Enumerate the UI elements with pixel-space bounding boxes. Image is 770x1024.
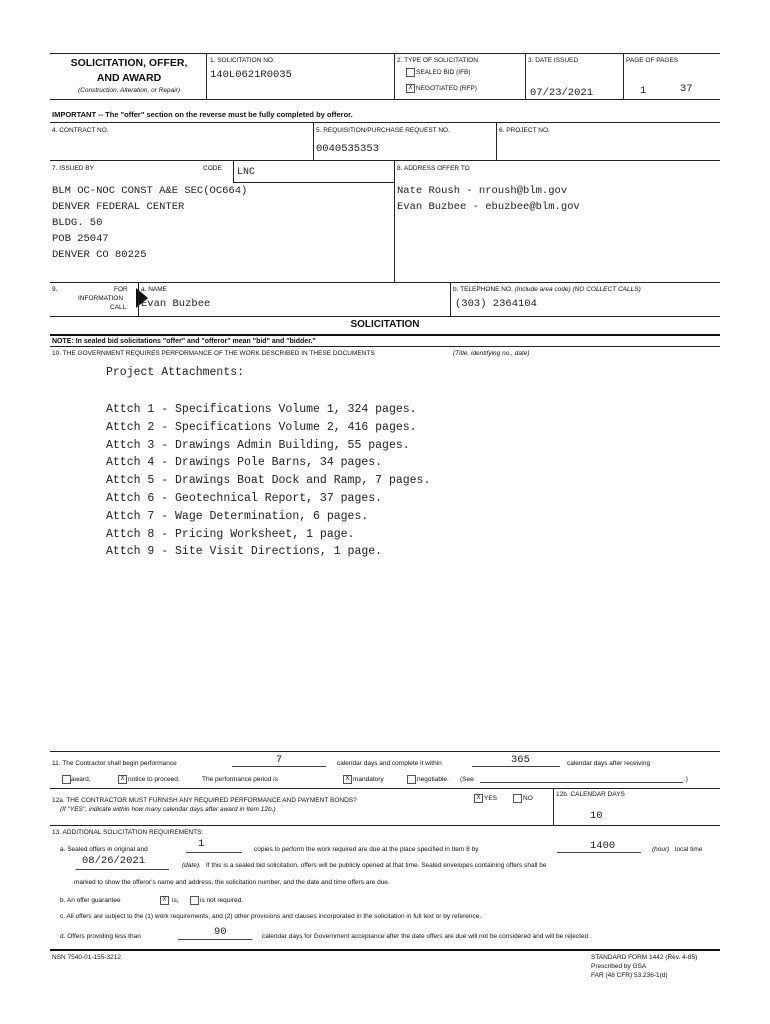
address-line: POB 25047 (52, 233, 109, 245)
nsn-number: NSN 7540-01-155-3212 (52, 954, 122, 961)
divider (496, 122, 497, 160)
date-issued-label: 3. DATE ISSUED (528, 57, 579, 64)
underline (557, 852, 641, 853)
divider (50, 825, 720, 826)
divider (233, 182, 394, 183)
divider (50, 160, 720, 161)
address-line: Nate Roush - nroush@blm.gov (397, 185, 568, 197)
date-issued-field[interactable]: 07/23/2021 (530, 87, 594, 99)
item11-after-label: calendar days after receiving (567, 760, 651, 767)
list-item: Attch 5 - Drawings Boat Dock and Ramp, 7 pages. (106, 474, 431, 488)
copies-field[interactable]: 1 (198, 838, 205, 850)
see-end: .) (684, 776, 688, 783)
address-line: BLDG. 50 (52, 217, 103, 229)
list-item: Attch 4 - Drawings Pole Barns, 34 pages. (106, 456, 383, 470)
see-label: (See (460, 776, 474, 783)
requisition-field[interactable]: 0040535353 (316, 143, 380, 155)
phone-field[interactable]: (303) 2364104 (455, 298, 537, 310)
item13c-text: c. All offers are subject to the (1) work requirements, and (2) other provisions and clauses incorporated in the solicitation in full text or by reference. (60, 913, 482, 920)
total-pages-field[interactable]: 37 (680, 83, 693, 95)
see-field[interactable] (480, 782, 683, 783)
divider (206, 53, 207, 99)
item9-number: 9. (52, 286, 58, 293)
issued-by-label: 7. ISSUED BY (52, 165, 94, 172)
offer-address (397, 183, 580, 215)
list-item: Attch 9 - Site Visit Directions, 1 page. (106, 545, 383, 559)
divider (394, 160, 395, 282)
page-of-pages-label: PAGE OF PAGES (626, 57, 679, 64)
item13-label: 13. ADDITIONAL SOLICITATION REQUIREMENTS: (52, 829, 204, 836)
item12a-note: (If "YES", indicate within how many calendar days after award in Item 12b.) (60, 806, 276, 813)
project-no-label: 6. PROJECT NO. (499, 127, 550, 134)
for-label: FOR (114, 286, 128, 293)
code-label: CODE (203, 165, 222, 172)
item11-begin-label: 11. The Contractor shall begin performance (52, 760, 177, 767)
address-line: BLM OC-NOC CONST A&E SEC(OC664) (52, 185, 248, 197)
code-field[interactable]: LNC (237, 167, 256, 178)
standard-form-number: STANDARD FORM 1442 (Rev. 4-85) (591, 954, 698, 961)
mandatory-label: mandatory (353, 776, 384, 783)
due-time-field[interactable]: 1400 (590, 840, 616, 852)
divider (525, 53, 526, 99)
date-label: (date). (182, 862, 201, 869)
bonds-no-checkbox[interactable] (513, 794, 522, 803)
list-item: Attch 2 - Specifications Volume 2, 416 pages. (106, 420, 417, 434)
solicitation-no-field[interactable]: 140L0621R0035 (210, 69, 292, 81)
mandatory-checkbox[interactable]: X (343, 775, 352, 784)
guarantee-isnot-checkbox[interactable] (190, 896, 199, 905)
divider (50, 122, 720, 123)
divider (50, 949, 720, 951)
underline (186, 852, 242, 853)
sealed-bid-label: SEALED BID (IFB) (416, 69, 471, 76)
item13a-text: copies to perform the work required are due at the place specified in Item 8 by (254, 846, 479, 853)
hour-label: (hour) (652, 846, 670, 853)
underline (178, 939, 252, 940)
due-date-field[interactable]: 08/26/2021 (82, 855, 146, 867)
divider (313, 122, 314, 160)
negotiated-label: NEGOTIATED (RFP) (416, 85, 477, 92)
form-title-line2: AND AWARD (96, 72, 162, 84)
guarantee-isnot-label: is not required. (200, 897, 243, 904)
far-reference: FAR (48 CFR) 53.236-1(d) (591, 972, 668, 979)
guarantee-is-checkbox[interactable]: X (160, 896, 169, 905)
issued-by-address (52, 183, 247, 263)
bonds-yes-checkbox[interactable]: X (474, 794, 483, 803)
solicitation-heading: SOLICITATION (350, 319, 420, 330)
underline (232, 766, 326, 767)
item10-note: (Title, identifying no., date) (453, 350, 530, 357)
phone-label-text: b. TELEPHONE NO. (453, 286, 513, 293)
attachments-list (106, 401, 430, 561)
item13a-label: a. Sealed offers in original and (60, 846, 148, 853)
contract-no-label: 4. CONTRACT NO. (52, 127, 109, 134)
divider (138, 282, 139, 316)
requisition-label: 5. REQUISITION/PURCHASE REQUEST NO. (316, 127, 450, 134)
performance-period-label: The performance period is (202, 776, 278, 783)
page-number-field[interactable]: 1 (640, 85, 647, 97)
information-label: INFORMATION (78, 295, 124, 302)
complete-days-field[interactable]: 365 (511, 754, 530, 766)
negotiable-label: negotiable. (417, 776, 449, 783)
item13b-label: b. An offer guarantee (60, 897, 121, 904)
address-line: Evan Buzbee - ebuzbee@blm.gov (397, 201, 580, 213)
address-line: DENVER CO 80225 (52, 249, 147, 261)
divider (50, 316, 720, 317)
divider (50, 788, 720, 789)
item13a-marked-text: marked to show the offeror's name and address, the solicitation number, and the date and time offers are due. (74, 879, 390, 886)
negotiated-checkbox[interactable]: X (406, 84, 415, 93)
call-label: CALL: (110, 304, 129, 311)
item12b-label: 12b. CALENDAR DAYS (556, 791, 625, 798)
contact-name-label: a. NAME (141, 286, 168, 293)
phone-label (453, 286, 641, 294)
negotiable-checkbox[interactable] (407, 775, 416, 784)
divider (394, 53, 395, 99)
divider (50, 334, 720, 336)
form-title-line1: SOLICITATION, OFFER, (70, 57, 188, 69)
notice-to-proceed-checkbox[interactable]: X (118, 775, 127, 784)
acceptance-days-field[interactable]: 90 (214, 926, 227, 938)
divider (50, 99, 720, 100)
notice-to-proceed-label: notice to proceed. (128, 776, 180, 783)
divider (450, 282, 451, 316)
underline (76, 869, 169, 870)
underline (472, 766, 560, 767)
form-top-border (50, 53, 720, 54)
guarantee-is-label: is, (172, 897, 179, 904)
sealed-bid-checkbox[interactable] (406, 68, 415, 77)
divider (233, 160, 234, 182)
item11-complete-label: calendar days and complete it within (337, 760, 442, 767)
calendar-days-field[interactable]: 10 (590, 810, 603, 822)
solicitation-no-label: 1. SOLICITATION NO. (210, 57, 275, 64)
list-item: Attch 7 - Wage Determination, 6 pages. (106, 509, 369, 523)
begin-days-field[interactable]: 7 (276, 754, 283, 766)
form-subtitle: (Construction, Alteration, or Repair) (78, 87, 180, 94)
list-item: Attch 8 - Pricing Worksheet, 1 page. (106, 527, 355, 541)
item13d-label: d. Offers providing less than (60, 933, 141, 940)
local-time-label: local time (675, 846, 703, 853)
bonds-yes-label: YES (484, 795, 498, 802)
list-item: Attch 6 - Geotechnical Report, 37 pages. (106, 491, 383, 505)
solicitation-type-label: 2. TYPE OF SOLICITATION (397, 57, 478, 64)
divider (623, 53, 624, 99)
divider (50, 282, 720, 283)
phone-note: (Include area code) (NO COLLECT CALLS) (514, 286, 641, 293)
address-offer-label: 8. ADDRESS OFFER TO (397, 165, 470, 172)
item10-label: 10. THE GOVERNMENT REQUIRES PERFORMANCE OF THE WORK DESCRIBED IN THESE DOCUMENTS (52, 350, 375, 357)
divider (50, 346, 720, 347)
bonds-no-label: NO (523, 795, 533, 802)
item13d-text: calendar days for Government acceptance after the date offers are due will not be considered and will be rejected . (262, 933, 592, 940)
award-checkbox[interactable] (62, 775, 71, 784)
award-label: award, (71, 776, 91, 783)
attachments-title: Project Attachments: (106, 366, 245, 379)
item12a-label: 12a. THE CONTRACTOR MUST FURNISH ANY REQUIRED PERFORMANCE AND PAYMENT BONDS? (52, 797, 357, 804)
divider (50, 751, 720, 752)
contact-name-field[interactable]: Evan Buzbee (141, 298, 211, 310)
solicitation-note: NOTE: In sealed bid solicitations "offer" and "offeror" mean "bid" and "bidder." (52, 338, 316, 345)
list-item: Attch 3 - Drawings Admin Building, 55 pages. (106, 438, 410, 452)
list-item: Attch 1 - Specifications Volume 1, 324 pages. (106, 403, 417, 416)
important-notice: IMPORTANT -- The "offer" section on the reverse must be fully completed by offeror. (52, 110, 353, 119)
address-line: DENVER FEDERAL CENTER (52, 201, 185, 213)
prescribed-by: Prescribed by GSA (591, 963, 647, 970)
item13a-date-text: If this is a sealed bid solicitation, offers will be publicly opened at that time. Sealed envelopes containing offers shall be (206, 862, 547, 869)
divider (553, 788, 554, 825)
